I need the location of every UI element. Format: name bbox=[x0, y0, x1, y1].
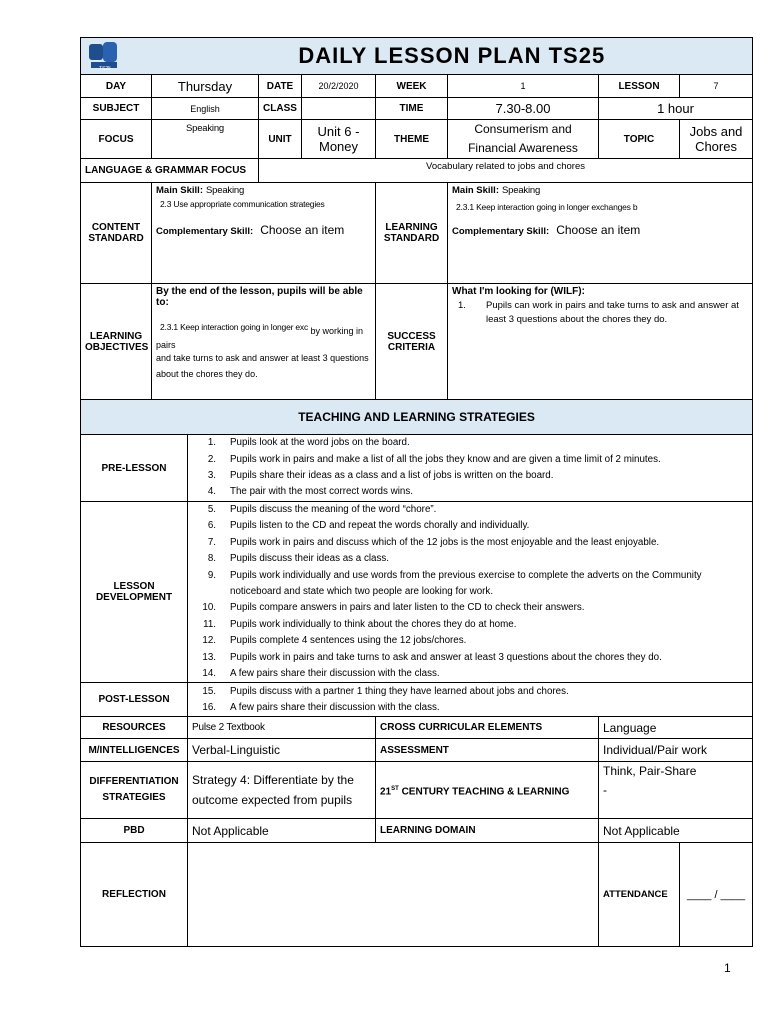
grammar-label: LANGUAGE & GRAMMAR FOCUS bbox=[81, 159, 259, 183]
lesson-label: LESSON bbox=[599, 75, 680, 98]
learning-domain-value: Not Applicable bbox=[599, 819, 753, 843]
day-label: DAY bbox=[81, 75, 152, 98]
learning-standard-label: LEARNING STANDARD bbox=[376, 183, 448, 284]
time-value: 7.30-8.00 bbox=[448, 98, 599, 120]
subject-label: SUBJECT bbox=[81, 98, 152, 120]
theme-value: Consumerism and Financial Awareness bbox=[448, 120, 599, 159]
learning-domain-label: LEARNING DOMAIN bbox=[376, 819, 599, 843]
list-item-number: 12. bbox=[202, 635, 216, 647]
theme-label: THEME bbox=[376, 120, 448, 159]
reflection-label: REFLECTION bbox=[81, 843, 188, 947]
pbd-value: Not Applicable bbox=[188, 819, 376, 843]
cs-main-skill-value: Speaking bbox=[206, 185, 245, 196]
list-item-text: Pupils work individually and use words from the previous exercise to complete the adverts on the Community noticeboard and state which two people are looking for work. bbox=[230, 569, 702, 598]
date-value: 20/2/2020 bbox=[302, 75, 376, 98]
unit-value: Unit 6 - Money bbox=[302, 120, 376, 159]
success-head: What I'm looking for (WILF): bbox=[452, 286, 585, 297]
week-label: WEEK bbox=[376, 75, 448, 98]
list-item-text: Pupils work in pairs and discuss which of the 12 jobs is the most enjoyable and the least enjoyable. bbox=[230, 536, 660, 548]
ls-comp-skill-label: Complementary Skill: bbox=[452, 226, 550, 237]
assessment-label: ASSESSMENT bbox=[376, 739, 599, 762]
list-item-number: 8. bbox=[207, 553, 216, 565]
grammar-value: Vocabulary related to jobs and chores bbox=[259, 159, 753, 183]
pbd-label: PBD bbox=[81, 819, 188, 843]
list-item bbox=[192, 551, 748, 567]
list-item bbox=[192, 502, 748, 518]
list-item-number: 7. bbox=[207, 536, 216, 548]
c21-dash: - bbox=[603, 783, 607, 798]
cce-label: CROSS CURRICULAR ELEMENTS bbox=[376, 717, 599, 739]
list-item bbox=[192, 484, 748, 500]
list-item bbox=[192, 650, 748, 666]
ls-comp-skill-select[interactable]: Choose an item bbox=[556, 223, 641, 237]
class-value bbox=[302, 98, 376, 120]
c21-cell bbox=[599, 762, 753, 819]
time-label: TIME bbox=[376, 98, 448, 120]
list-item bbox=[192, 518, 748, 534]
cs-main-skill-label: Main Skill: bbox=[156, 185, 203, 196]
topic-value: Jobs and Chores bbox=[680, 120, 753, 159]
list-item-text: Pupils complete 4 sentences using the 12 jobs/chores. bbox=[230, 635, 467, 647]
resources-label: RESOURCES bbox=[81, 717, 188, 739]
list-item bbox=[192, 617, 748, 633]
cce-value: Language bbox=[599, 717, 753, 739]
school-logo-icon bbox=[85, 40, 125, 72]
list-item-number: 13. bbox=[202, 651, 216, 663]
list-item-number: 4. bbox=[207, 486, 216, 498]
success-item-number: 1. bbox=[458, 300, 466, 311]
list-item-number: 1. bbox=[207, 437, 216, 449]
list-item-text: Pupils work in pairs and take turns to ask and answer at least 3 questions about the chores they do. bbox=[230, 651, 662, 663]
list-item-number: 15. bbox=[202, 685, 216, 697]
c21-value: Think, Pair-Share bbox=[603, 764, 697, 779]
topic-label: TOPIC bbox=[599, 120, 680, 159]
cs-comp-skill-label: Complementary Skill: bbox=[156, 226, 254, 237]
list-item-text: Pupils discuss their ideas as a class. bbox=[230, 553, 389, 565]
date-label: DATE bbox=[259, 75, 302, 98]
list-item-text: A few pairs share their discussion with the class. bbox=[230, 701, 440, 713]
ls-main-skill-value: Speaking bbox=[502, 185, 541, 196]
list-item-number: 14. bbox=[202, 668, 216, 680]
objectives-code: 2.3.1 Keep interaction going in longer exc bbox=[160, 322, 309, 332]
list-item-number: 10. bbox=[202, 602, 216, 614]
list-item bbox=[192, 568, 748, 601]
focus-value: Speaking bbox=[152, 120, 259, 159]
list-item bbox=[192, 666, 748, 682]
objectives-intro: By the end of the lesson, pupils will be able to: bbox=[156, 286, 363, 308]
list-item-text: Pupils work in pairs and make a list of all the jobs they know and are given a time limit of 2 minutes. bbox=[230, 453, 661, 465]
list-item bbox=[192, 452, 748, 468]
ls-main-skill-label: Main Skill: bbox=[452, 185, 499, 196]
objectives-tail: by working in pairs bbox=[156, 326, 364, 350]
resources-value: Pulse 2 Textbook bbox=[188, 717, 376, 739]
day-value: Thursday bbox=[152, 75, 259, 98]
list-item bbox=[192, 600, 748, 616]
subject-value: English bbox=[152, 98, 259, 120]
reflection-area[interactable] bbox=[188, 843, 599, 947]
list-item bbox=[192, 468, 748, 484]
learning-objectives-cell bbox=[152, 284, 376, 400]
list-item-number: 6. bbox=[207, 520, 216, 532]
success-item: Pupils can work in pairs and take turns to ask and answer at least 3 questions about the chores they do. bbox=[486, 300, 739, 325]
unit-label: UNIT bbox=[259, 120, 302, 159]
lesson-development-cell bbox=[188, 502, 753, 683]
list-item bbox=[192, 535, 748, 551]
cs-standard: 2.3 Use appropriate communication strategies bbox=[160, 199, 325, 209]
list-item bbox=[192, 684, 748, 700]
success-criteria-label: SUCCESS CRITERIA bbox=[376, 284, 448, 400]
page-number: 1 bbox=[724, 961, 731, 975]
content-standard-label: CONTENT STANDARD bbox=[81, 183, 152, 284]
differentiation-value: Strategy 4: Differentiate by the outcome expected from pupils bbox=[188, 762, 376, 819]
list-item bbox=[192, 633, 748, 649]
ls-standard: 2.3.1 Keep interaction going in longer exchanges b bbox=[456, 202, 638, 212]
post-lesson-list bbox=[192, 684, 748, 717]
mi-value: Verbal-Linguistic bbox=[188, 739, 376, 762]
list-item-text: Pupils discuss with a partner 1 thing they have learned about jobs and chores. bbox=[230, 685, 569, 697]
list-item-number: 5. bbox=[207, 504, 216, 515]
attendance-value[interactable]: ____ / ____ bbox=[680, 843, 753, 947]
list-item-text: Pupils look at the word jobs on the board. bbox=[230, 437, 410, 449]
list-item-number: 11. bbox=[203, 618, 216, 630]
list-item-number: 3. bbox=[207, 470, 216, 481]
success-criteria-cell bbox=[448, 284, 753, 400]
differentiation-label: DIFFERENTIATION STRATEGIES bbox=[81, 762, 188, 819]
list-item bbox=[192, 435, 748, 451]
week-value: 1 bbox=[448, 75, 599, 98]
post-lesson-label: POST-LESSON bbox=[81, 683, 188, 717]
lesson-development-label: LESSON DEVELOPMENT bbox=[81, 502, 188, 683]
lesson-plan-table bbox=[80, 37, 753, 947]
c21-label: 21ST CENTURY TEACHING & LEARNING bbox=[376, 762, 599, 819]
list-item-text: Pupils share their ideas as a class and a list of jobs is written on the board. bbox=[230, 470, 554, 481]
page-title: DAILY LESSON PLAN TS25 bbox=[152, 38, 753, 75]
learning-standard-cell bbox=[448, 183, 753, 284]
focus-label: FOCUS bbox=[81, 120, 152, 159]
attendance-label: ATTENDANCE bbox=[599, 843, 680, 947]
list-item-text: The pair with the most correct words wins. bbox=[230, 486, 413, 498]
list-item-text: Pupils discuss the meaning of the word “chore”. bbox=[230, 504, 437, 515]
objectives-rest: and take turns to ask and answer at least 3 questions about the chores they do. bbox=[156, 353, 369, 379]
lesson-development-list bbox=[192, 502, 748, 682]
post-lesson-cell bbox=[188, 683, 753, 717]
list-item-text: A few pairs share their discussion with the class. bbox=[230, 668, 440, 680]
list-item-text: Pupils compare answers in pairs and later listen to the CD to check their answers. bbox=[230, 602, 585, 614]
list-item-number: 9. bbox=[207, 569, 216, 581]
strategies-title: TEACHING AND LEARNING STRATEGIES bbox=[81, 400, 753, 435]
mi-label: M/INTELLIGENCES bbox=[81, 739, 188, 762]
cs-comp-skill-select[interactable]: Choose an item bbox=[260, 223, 345, 237]
pre-lesson-list bbox=[192, 435, 748, 501]
assessment-value: Individual/Pair work bbox=[599, 739, 753, 762]
pre-lesson-cell bbox=[188, 435, 753, 502]
list-item-text: Pupils listen to the CD and repeat the words chorally and individually. bbox=[230, 520, 530, 532]
logo-cell bbox=[81, 38, 152, 75]
pre-lesson-label: PRE-LESSON bbox=[81, 435, 188, 502]
list-item bbox=[192, 700, 748, 716]
duration-value: 1 hour bbox=[599, 98, 753, 120]
logo-text: TS25 bbox=[99, 66, 111, 72]
lesson-value: 7 bbox=[680, 75, 753, 98]
list-item-text: Pupils work individually to think about the chores they do at home. bbox=[230, 618, 517, 630]
class-label: CLASS bbox=[259, 98, 302, 120]
content-standard-cell bbox=[152, 183, 376, 284]
learning-objectives-label: LEARNING OBJECTIVES bbox=[81, 284, 152, 400]
lesson-plan-sheet bbox=[80, 37, 746, 947]
list-item-number: 2. bbox=[207, 453, 216, 465]
list-item-number: 16. bbox=[202, 701, 216, 713]
